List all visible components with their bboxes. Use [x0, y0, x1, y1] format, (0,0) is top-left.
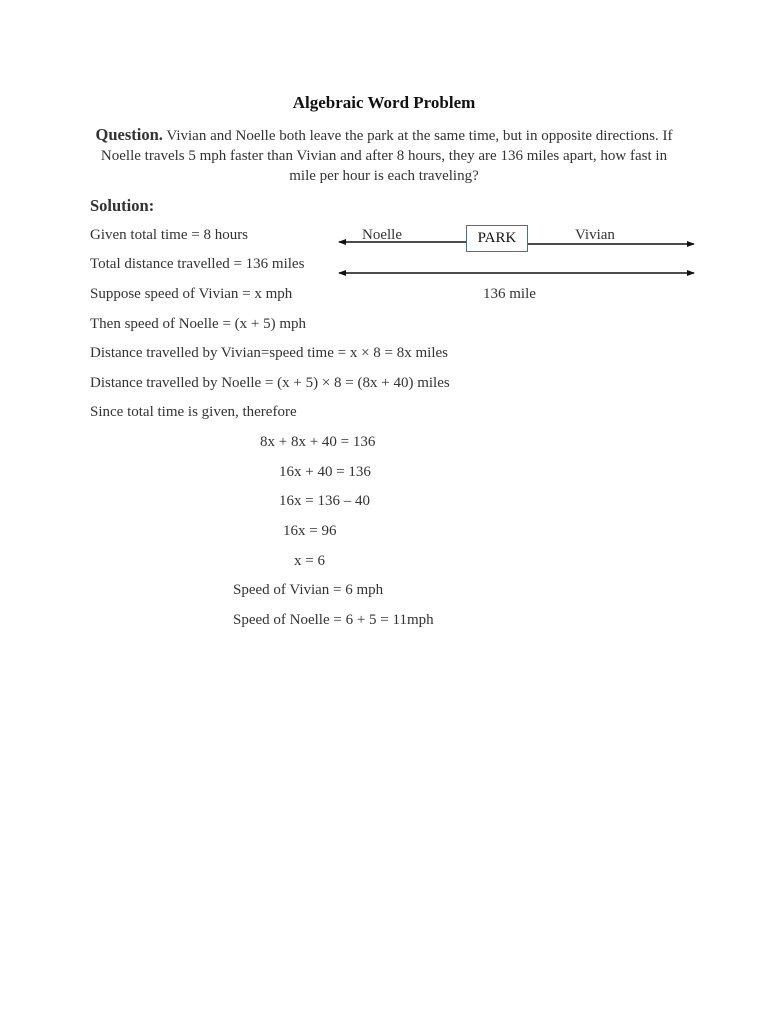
suppose-speed-line: Suppose speed of Vivian = x mph [90, 286, 293, 302]
question-label: Question. [95, 125, 163, 144]
since-line: Since total time is given, therefore [90, 404, 297, 420]
distance-label: 136 mile [483, 286, 536, 302]
vivian-distance-line: Distance travelled by Vivian=speed time = x × 8 = 8x miles [90, 345, 449, 361]
total-distance-line: Total distance travelled = 136 miles [90, 256, 305, 272]
equation-3: 16x = 136 – 40 [279, 493, 370, 509]
noelle-speed-line: Then speed of Noelle = (x + 5) mph [90, 316, 307, 332]
noelle-label: Noelle [362, 227, 402, 243]
page-title: Algebraic Word Problem [292, 93, 476, 112]
equation-1: 8x + 8x + 40 = 136 [260, 434, 376, 450]
solution-heading: Solution: [90, 196, 155, 215]
question-paragraph [88, 125, 680, 186]
noelle-speed-result: Speed of Noelle = 6 + 5 = 11mph [233, 612, 434, 628]
given-line: Given total time = 8 hours [90, 227, 249, 243]
vivian-speed-result: Speed of Vivian = 6 mph [233, 582, 384, 598]
equation-5: x = 6 [294, 553, 325, 569]
noelle-distance-line: Distance travelled by Noelle = (x + 5) × 8 = (8x + 40) miles [90, 375, 450, 391]
question-text: Vivian and Noelle both leave the park at the same time, but in opposite directions. If Noelle travels 5 mph faster than Vivian and after 8 hours, they are 136 miles apart, how fast in mile per hour is each traveling? [100, 128, 673, 184]
equation-2: 16x + 40 = 136 [279, 464, 371, 480]
vivian-label: Vivian [575, 227, 615, 243]
equation-4: 16x = 96 [283, 523, 337, 539]
park-box: PARK [466, 225, 528, 252]
